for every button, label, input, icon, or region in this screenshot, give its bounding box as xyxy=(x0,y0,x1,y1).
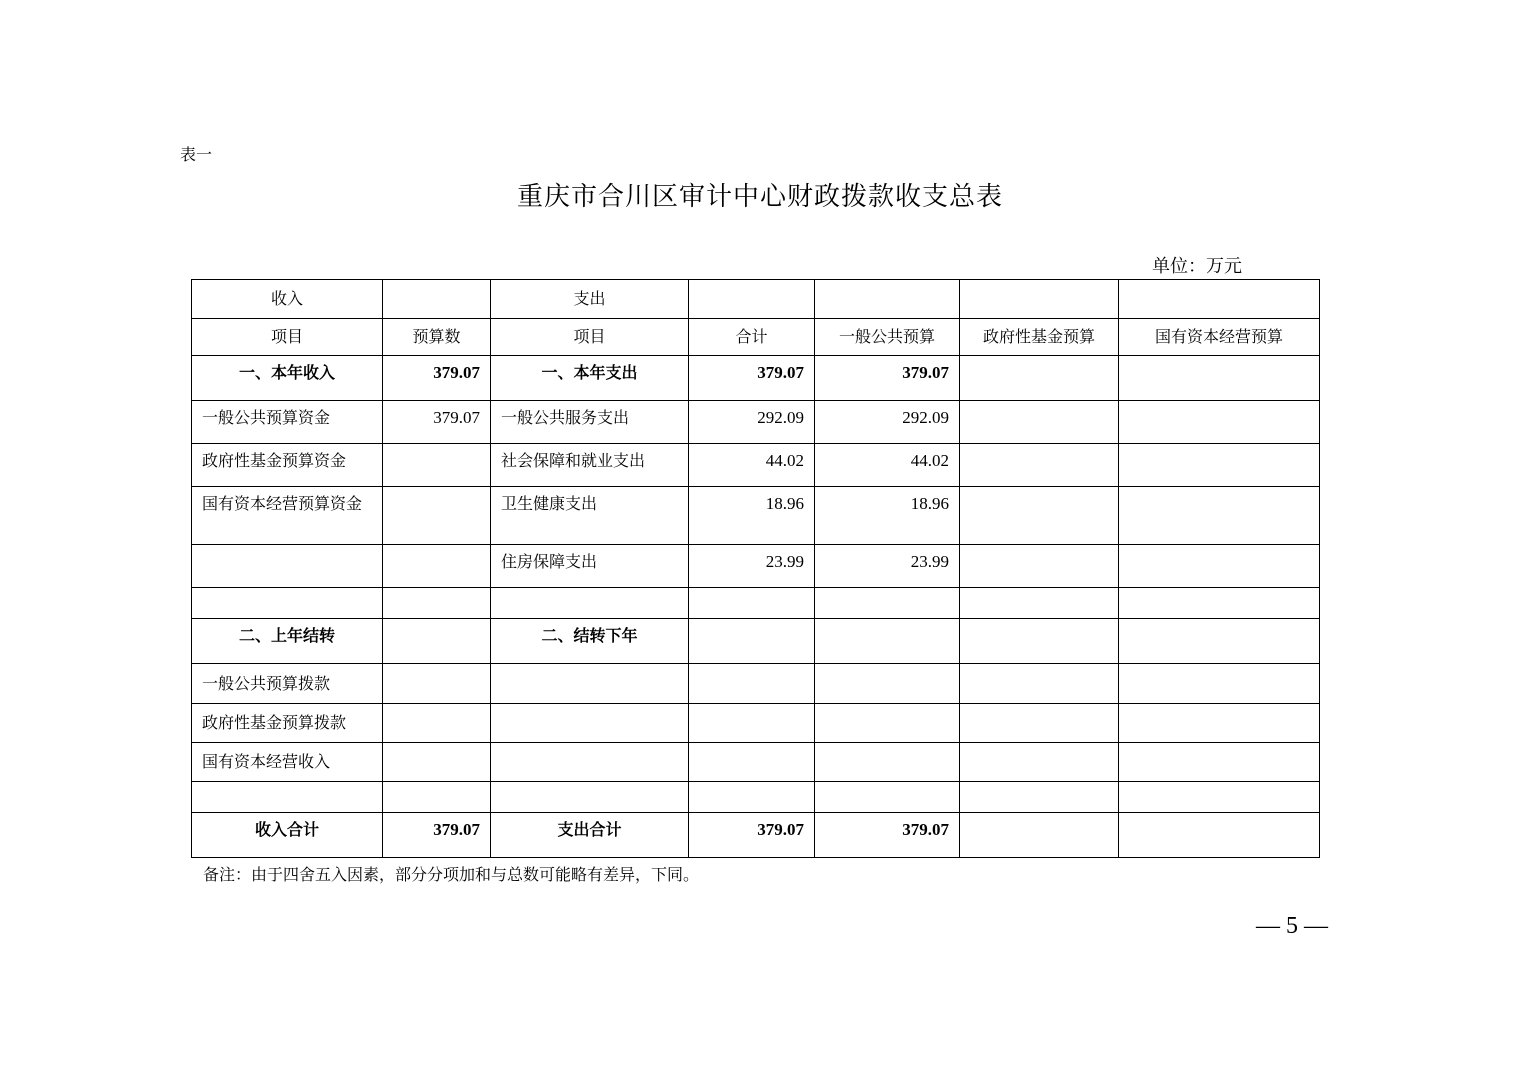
income-amount xyxy=(383,782,491,813)
table-row xyxy=(192,444,1320,487)
expense-total xyxy=(689,588,815,619)
page-number: — 5 — xyxy=(1256,913,1328,939)
fund-budget-amount xyxy=(960,487,1119,545)
table-row xyxy=(192,664,1320,704)
income-amount: 379.07 xyxy=(383,356,491,401)
general-budget-amount xyxy=(815,782,960,813)
column-header: 预算数 xyxy=(383,319,491,356)
table-row xyxy=(192,356,1320,401)
general-budget-total: 379.07 xyxy=(815,813,960,858)
general-budget-amount: 18.96 xyxy=(815,487,960,545)
column-header: 政府性基金预算 xyxy=(960,319,1119,356)
table-label: 表一 xyxy=(180,145,213,164)
fund-budget-total xyxy=(960,813,1119,858)
state-capital-amount xyxy=(1119,487,1320,545)
budget-table xyxy=(191,279,1320,858)
income-total-amount: 379.07 xyxy=(383,813,491,858)
expense-item xyxy=(491,704,689,743)
state-capital-amount xyxy=(1119,545,1320,588)
fund-budget-amount xyxy=(960,782,1119,813)
table-row xyxy=(192,545,1320,588)
column-header: 项目 xyxy=(192,319,383,356)
expense-group-header: 支出 xyxy=(491,280,689,319)
expense-total xyxy=(689,704,815,743)
expense-total: 292.09 xyxy=(689,401,815,444)
income-amount: 379.07 xyxy=(383,401,491,444)
income-amount xyxy=(383,619,491,664)
general-budget-amount xyxy=(815,664,960,704)
column-header-row xyxy=(192,319,1320,356)
fund-budget-amount xyxy=(960,356,1119,401)
empty-cell xyxy=(960,280,1119,319)
expense-item: 卫生健康支出 xyxy=(491,487,689,545)
general-budget-amount: 23.99 xyxy=(815,545,960,588)
fund-budget-amount xyxy=(960,444,1119,487)
table-row xyxy=(192,588,1320,619)
income-amount xyxy=(383,545,491,588)
column-header: 国有资本经营预算 xyxy=(1119,319,1320,356)
income-item: 一般公共预算拨款 xyxy=(192,664,383,704)
income-item xyxy=(192,782,383,813)
group-header-row xyxy=(192,280,1320,319)
expense-total xyxy=(689,664,815,704)
state-capital-amount xyxy=(1119,401,1320,444)
income-amount xyxy=(383,704,491,743)
fund-budget-amount xyxy=(960,704,1119,743)
state-capital-amount xyxy=(1119,356,1320,401)
state-capital-amount xyxy=(1119,664,1320,704)
state-capital-amount xyxy=(1119,619,1320,664)
income-group-header: 收入 xyxy=(192,280,383,319)
table-row xyxy=(192,619,1320,664)
expense-item: 二、结转下年 xyxy=(491,619,689,664)
general-budget-amount xyxy=(815,743,960,782)
expense-total: 18.96 xyxy=(689,487,815,545)
general-budget-amount: 292.09 xyxy=(815,401,960,444)
column-header: 合计 xyxy=(689,319,815,356)
expense-total: 23.99 xyxy=(689,545,815,588)
fund-budget-amount xyxy=(960,588,1119,619)
expense-total xyxy=(689,782,815,813)
fund-budget-amount xyxy=(960,401,1119,444)
expense-item: 住房保障支出 xyxy=(491,545,689,588)
page-title: 重庆市合川区审计中心财政拨款收支总表 xyxy=(516,182,1003,212)
income-item xyxy=(192,545,383,588)
empty-cell xyxy=(815,280,960,319)
general-budget-amount xyxy=(815,704,960,743)
fund-budget-amount xyxy=(960,664,1119,704)
fund-budget-amount xyxy=(960,545,1119,588)
state-capital-amount xyxy=(1119,444,1320,487)
fund-budget-amount xyxy=(960,743,1119,782)
expense-item xyxy=(491,782,689,813)
expense-item xyxy=(491,743,689,782)
column-header: 项目 xyxy=(491,319,689,356)
empty-cell xyxy=(1119,280,1320,319)
expense-item xyxy=(491,588,689,619)
state-capital-amount xyxy=(1119,588,1320,619)
expense-item: 一般公共服务支出 xyxy=(491,401,689,444)
empty-cell xyxy=(689,280,815,319)
state-capital-amount xyxy=(1119,704,1320,743)
expense-item: 社会保障和就业支出 xyxy=(491,444,689,487)
expense-total-label: 支出合计 xyxy=(491,813,689,858)
table-row xyxy=(192,487,1320,545)
general-budget-amount: 379.07 xyxy=(815,356,960,401)
empty-cell xyxy=(383,280,491,319)
general-budget-amount xyxy=(815,619,960,664)
income-total-label: 收入合计 xyxy=(192,813,383,858)
income-amount xyxy=(383,588,491,619)
income-item: 一、本年收入 xyxy=(192,356,383,401)
general-budget-amount: 44.02 xyxy=(815,444,960,487)
fund-budget-amount xyxy=(960,619,1119,664)
expense-total: 379.07 xyxy=(689,356,815,401)
general-budget-amount xyxy=(815,588,960,619)
state-capital-amount xyxy=(1119,782,1320,813)
column-header: 一般公共预算 xyxy=(815,319,960,356)
income-amount xyxy=(383,444,491,487)
state-capital-amount xyxy=(1119,743,1320,782)
income-item: 一般公共预算资金 xyxy=(192,401,383,444)
income-item xyxy=(192,588,383,619)
income-item: 政府性基金预算拨款 xyxy=(192,704,383,743)
expense-item xyxy=(491,664,689,704)
income-item: 国有资本经营收入 xyxy=(192,743,383,782)
state-capital-total xyxy=(1119,813,1320,858)
income-item: 二、上年结转 xyxy=(192,619,383,664)
table-row xyxy=(192,401,1320,444)
table-row xyxy=(192,782,1320,813)
table-row xyxy=(192,704,1320,743)
expense-total xyxy=(689,743,815,782)
income-item: 政府性基金预算资金 xyxy=(192,444,383,487)
income-item: 国有资本经营预算资金 xyxy=(192,487,383,545)
footnote: 备注：由于四舍五入因素，部分分项加和与总数可能略有差异，下同。 xyxy=(203,865,700,884)
expense-total xyxy=(689,619,815,664)
table-row xyxy=(192,743,1320,782)
income-amount xyxy=(383,664,491,704)
unit-label: 单位：万元 xyxy=(1152,256,1242,276)
income-amount xyxy=(383,743,491,782)
totals-row xyxy=(192,813,1320,858)
expense-total-amount: 379.07 xyxy=(689,813,815,858)
expense-item: 一、本年支出 xyxy=(491,356,689,401)
expense-total: 44.02 xyxy=(689,444,815,487)
income-amount xyxy=(383,487,491,545)
